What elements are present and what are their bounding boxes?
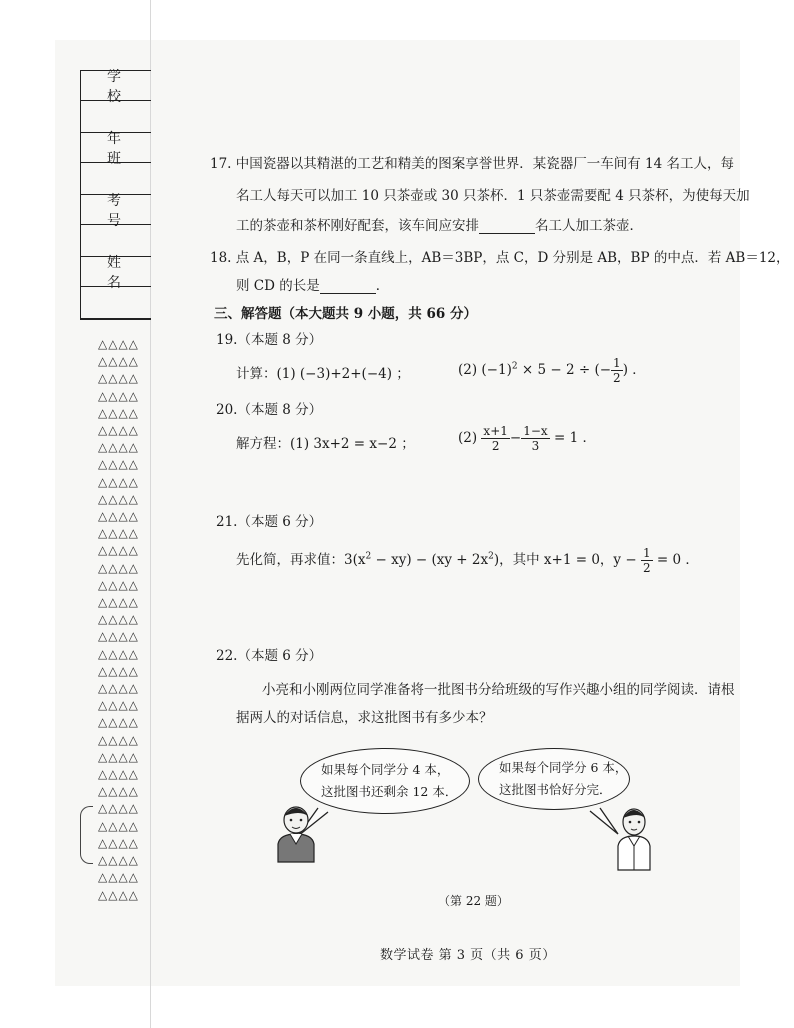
bubble-left-line1: 如果每个同学分 4 本， [321, 762, 450, 777]
q19-head: 19.（本题 8 分） [216, 332, 323, 348]
figure-caption: （第 22 题） [438, 894, 509, 908]
q21-text-a: 先化简，再求值：3(x [236, 552, 366, 568]
q18-text-a: 则 CD 的长是 [236, 278, 320, 294]
q20-minus: − [509, 430, 522, 446]
q20-head: 20.（本题 8 分） [216, 402, 323, 418]
seal-line-triangles: △△△△ △△△△ △△△△ △△△△ △△△△ △△△△ △△△△ △△△△ △△△△ △△△△ △△△△ △△△△ △△△△ △△△△ △△△△ △△△△ △△△△ △△△△ △△△△ △△△△ △△△△ △△△△ △△△△ △△△△ △△△△ △△△△ △△△△ △△△△ △△△△ △△△△ △△△△ △△△△ △△△△ [98, 337, 139, 902]
q21-body [236, 546, 699, 575]
q17-text-a: 工的茶壶和茶杯刚好配套，该车间应安排 [236, 218, 479, 234]
q20-part2-b: = 1 ． [553, 430, 596, 446]
q17-text-b: 名工人加工茶壶． [535, 218, 643, 234]
q19-part2 [458, 356, 646, 385]
q20-fraction-1 [481, 424, 509, 453]
q20-frac2-den: 3 [531, 439, 540, 453]
q18-answer-blank[interactable] [320, 279, 376, 294]
q21-exp1: 2 [365, 551, 372, 562]
q19-exponent: 2 [511, 361, 518, 372]
q17-line3 [236, 214, 643, 234]
q20-frac1-den: 2 [491, 439, 500, 453]
q21-head: 21.（本题 6 分） [216, 514, 323, 530]
q20-frac1-num: x+1 [483, 424, 508, 438]
q19-part2-c: ) ． [622, 362, 646, 378]
q21-exp2: 2 [488, 551, 494, 562]
class-label: 年 班 [81, 133, 151, 163]
q22-head: 22.（本题 6 分） [216, 648, 323, 664]
q21-text-c: )，其中 x+1 = 0，y − [493, 552, 637, 568]
q20-frac2-num: 1−x [523, 424, 548, 438]
boys-illustration [260, 800, 660, 890]
q20-fraction-2 [521, 424, 549, 453]
q20-part1: 解方程：(1) 3x+2 = x−2 ； [236, 436, 415, 452]
q21-text-d: = 0 ． [656, 552, 699, 568]
q19-part2-a: (2) (−1) [458, 362, 512, 378]
margin-bracket-mark [80, 806, 93, 864]
q19-frac-num: 1 [613, 356, 621, 370]
q22-line1: 小亮和小刚两位同学准备将一批图书分给班级的写作兴趣小组的同学阅读．请根 [262, 682, 735, 698]
section-3-heading: 三、解答题（本大题共 9 小题，共 66 分） [214, 306, 477, 322]
bubble-left-line2: 这批图书还剩余 12 本． [321, 784, 458, 799]
q22-line2: 据两人的对话信息，求这批图书有多少本？ [236, 710, 493, 726]
boy-xiaogang-figure [618, 809, 650, 870]
school-label: 学 校 [81, 71, 151, 101]
q21-fraction [641, 546, 653, 575]
q18-line1: 18. 点 A，B，P 在同一条直线上，AB＝3BP，点 C，D 分别是 AB，BP 的中点．若 AB＝12， [210, 250, 790, 266]
exam-number-label: 考 号 [81, 195, 151, 225]
q19-fraction [611, 356, 623, 385]
q21-frac-num: 1 [642, 546, 651, 560]
bubble-right-line2: 这批图书恰好分完． [499, 782, 612, 797]
q19-frac-den: 2 [613, 371, 621, 385]
q18-line2 [236, 274, 389, 294]
q21-text-b: − xy) − (xy + 2x [371, 552, 489, 568]
name-label: 姓 名 [81, 257, 151, 287]
q18-text-b: ． [375, 278, 390, 294]
q19-part2-b: × 5 − 2 ÷ (− [517, 362, 612, 378]
q17-line2: 名工人每天可以加工 10 只茶壶或 30 只茶杯．1 只茶壶需要配 4 只茶杯，为使每天加 [236, 188, 750, 204]
bubble-right-line1: 如果每个同学分 6 本， [499, 760, 628, 775]
page-footer: 数学试卷 第 3 页（共 6 页） [380, 948, 556, 963]
q19-part1: 计算：(1) (−3)+2+(−4) ； [236, 366, 410, 382]
q20-part2 [458, 424, 596, 453]
student-info-table [80, 70, 151, 320]
right-bubble-tail [590, 808, 618, 834]
q20-part2-a: (2) [458, 430, 478, 446]
q17-line1: 17. 中国瓷器以其精湛的工艺和精美的图案享誉世界．某瓷器厂一车间有 14 名工人，每 [210, 156, 735, 172]
q17-answer-blank[interactable] [479, 219, 535, 234]
boy-xiaoliang-figure [278, 807, 314, 862]
name-field [81, 287, 151, 319]
q21-frac-den: 2 [642, 561, 651, 575]
